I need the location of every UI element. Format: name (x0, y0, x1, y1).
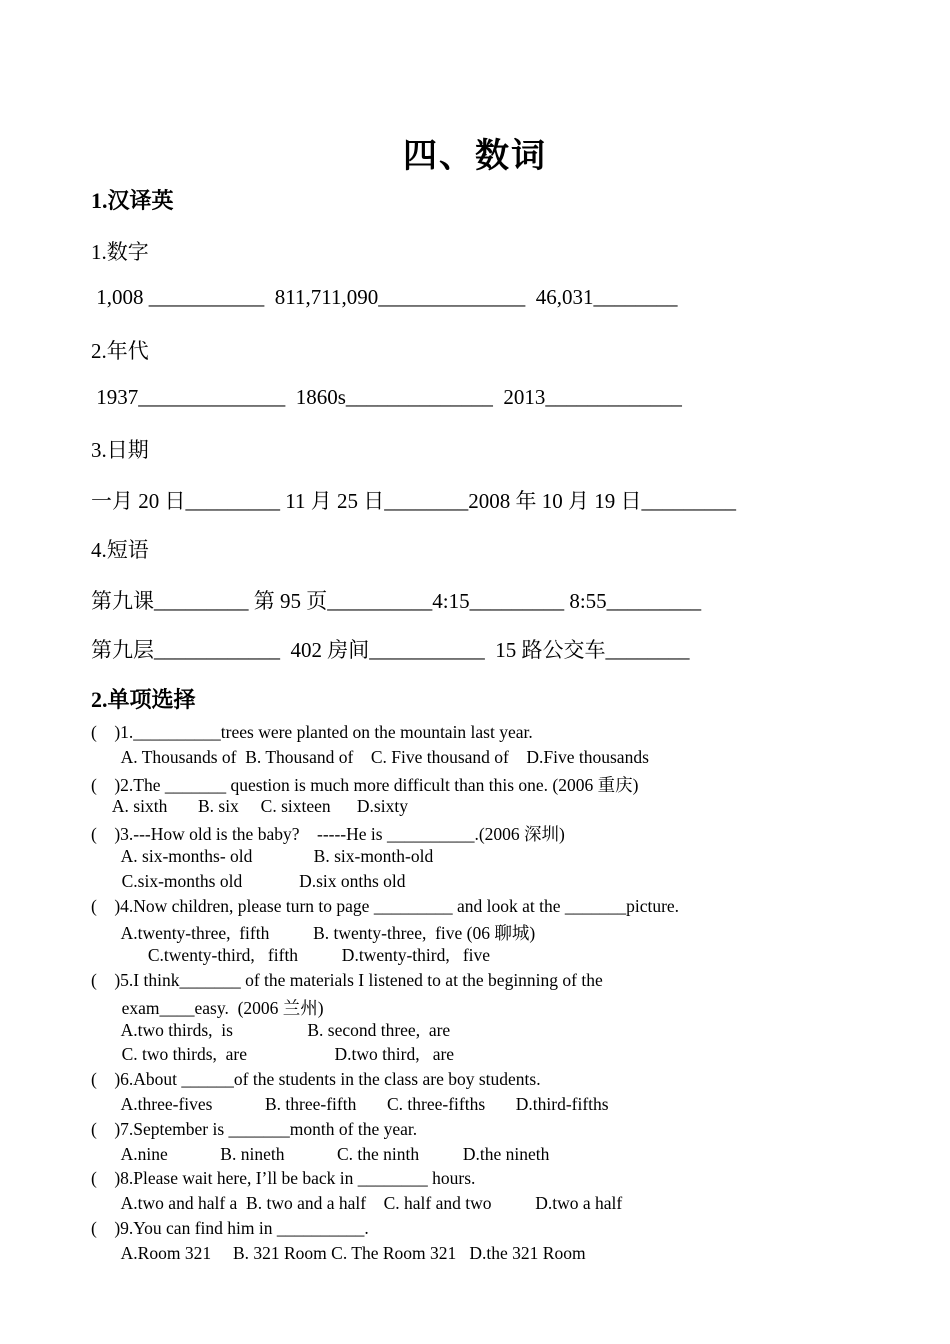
question-options: C.six-months old D.six onths old (91, 870, 406, 891)
subheading-years: 2.年代 (91, 339, 149, 363)
question-options: A.two thirds, is B. second three, are (91, 1019, 451, 1040)
section-heading-multiple-choice: 2.单项选择 (91, 687, 196, 712)
question-options: C.twenty-third, fifth D.twenty-third, five (91, 945, 491, 966)
numbers-row: 1,008 ___________ 811,711,090______________ 46,031________ (91, 285, 678, 309)
years-row: 1937______________ 1860s______________ 2013_____________ (91, 385, 682, 409)
question-options: A. Thousands of B. Thousand of C. Five thousand of D.Five thousands (91, 746, 649, 767)
question-stem: ( )8.Please wait here, I’ll be back in ________ hours. (91, 1168, 476, 1189)
subheading-dates: 3.日期 (91, 438, 149, 462)
question-stem: ( )9.You can find him in __________. (91, 1218, 369, 1238)
question-stem: ( )5.I think_______ of the materials I listened to at the beginning of the (91, 970, 603, 990)
subheading-phrases: 4.短语 (91, 538, 149, 562)
question-options: A.three-fives B. three-fifth C. three-fifths D.third-fifths (91, 1094, 609, 1114)
question-stem: ( )7.September is _______month of the year. (91, 1118, 418, 1139)
question-stem: ( )1.__________trees were planted on the mountain last year. (91, 722, 533, 742)
question-stem: ( )6.About ______of the students in the class are boy students. (91, 1069, 541, 1090)
subheading-numbers: 1.数字 (91, 240, 149, 264)
question-options: A. sixth B. six C. sixteen D.sixty (91, 796, 408, 817)
question-options: A.twenty-three, fifth B. twenty-three, five (06 聊城) (91, 923, 536, 944)
question-stem: ( )2.The _______ question is much more difficult than this one. (2006 重庆) (91, 774, 639, 795)
question-options: A.nine B. nineth C. the ninth D.the nineth (91, 1143, 550, 1164)
question-options: C. two thirds, are D.two third, are (91, 1044, 455, 1065)
question-options: A.two and half a B. two and a half C. half and two D.two a half (91, 1193, 623, 1214)
question-stem: ( )3.---How old is the baby? -----He is __________.(2006 深圳) (91, 824, 565, 845)
dates-row: 一月 20 日_________ 11 月 25 日________2008 年 10 月 19 日_________ (91, 489, 736, 513)
phrases-row-2: 第九层____________ 402 房间___________ 15 路公交车________ (91, 638, 690, 662)
phrases-row-1: 第九课_________ 第 95 页__________4:15_________ 8:55_________ (91, 589, 702, 613)
question-options: exam____easy. (2006 兰州) (91, 997, 324, 1018)
question-options: A.Room 321 B. 321 Room C. The Room 321 D.the 321 Room (91, 1242, 586, 1263)
question-options: A. six-months- old B. six-month-old (91, 846, 434, 866)
section-heading-translation: 1.汉译英 (91, 188, 174, 213)
page-title: 四、数词 (403, 138, 547, 175)
question-stem: ( )4.Now children, please turn to page _________ and look at the _______picture. (91, 895, 680, 916)
